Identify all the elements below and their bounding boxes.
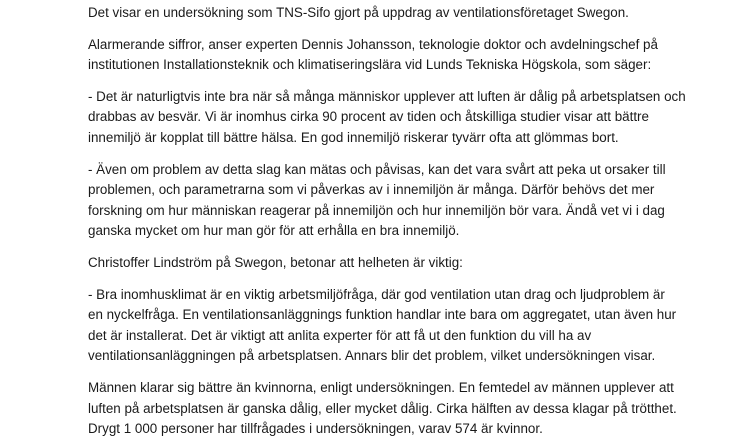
text-line: ventilationsanläggningen på arbetsplatsen. Annars blir det problem, vilket undersökningen visar. (88, 348, 656, 364)
text-line: luften på arbetsplatsen är ganska dålig, eller mycket dålig. Cirka hälften av dessa klagar på trötthet. (88, 400, 677, 416)
paragraph-swegon-intro (88, 253, 688, 274)
text-line: Drygt 1 000 personer har tillfrågades i undersökningen, varav 574 är kvinnor. (88, 421, 543, 437)
text-line: problemen, och parametrarna som vi påverkas av i innemiljön är många. Därför behövs det mer (88, 182, 655, 198)
text-line: ganska mycket om hur man gör för att erhålla en bra innemiljö. (88, 223, 460, 239)
text-line: Alarmerande siffror, anser experten Dennis Johansson, teknologie doktor och avdelningschef på (88, 36, 658, 52)
paragraph-quote-1 (88, 87, 688, 149)
text-line: det är installerat. Det är viktigt att anlita experter för att få ut den funktion du vill ha av (88, 327, 592, 343)
paragraph-intro (88, 3, 688, 24)
text-line: - Bra inomhusklimat är en viktig arbetsmiljöfråga, där god ventilation utan drag och ljudproblem är (88, 286, 665, 302)
text-line: - Det är naturligtvis inte bra när så många människor upplever att luften är dålig på arbetsplatsen och (88, 88, 686, 104)
paragraph-survey-results (88, 378, 688, 440)
text-line: forskning om hur människan reagerar på innemiljön och hur innemiljön bör vara. Ändå vet vi i dag (88, 202, 665, 218)
document-page (88, 0, 688, 440)
text-line: innemiljö är kopplat till bättre hälsa. En god innemiljö riskerar tyvärr ofta att glömmas bort. (88, 129, 619, 145)
paragraph-quote-3 (88, 285, 688, 367)
text-line: en nyckelfråga. En ventilationsanläggnings funktion handlar inte bara om aggregatet, utan även hur (88, 307, 677, 323)
paragraph-expert-intro (88, 35, 688, 76)
text-line: Christoffer Lindström på Swegon, betonar att helheten är viktig: (88, 254, 463, 270)
text-line: - Även om problem av detta slag kan mätas och påvisas, kan det vara svårt att peka ut orsaker till (88, 161, 666, 177)
text-line: Männen klarar sig bättre än kvinnorna, enligt undersökningen. En femtedel av männen upplever att (88, 379, 674, 395)
text-line: Det visar en undersökning som TNS-Sifo gjort på uppdrag av ventilationsföretaget Swegon. (88, 5, 629, 20)
text-line: drabbas av besvär. Vi är inomhus cirka 90 procent av tiden och åtskilliga studier visar att bättre (88, 109, 649, 125)
text-line: institutionen Installationsteknik och klimatiseringslära vid Lunds Tekniska Högskola, som säger: (88, 57, 652, 73)
paragraph-quote-2 (88, 160, 688, 242)
